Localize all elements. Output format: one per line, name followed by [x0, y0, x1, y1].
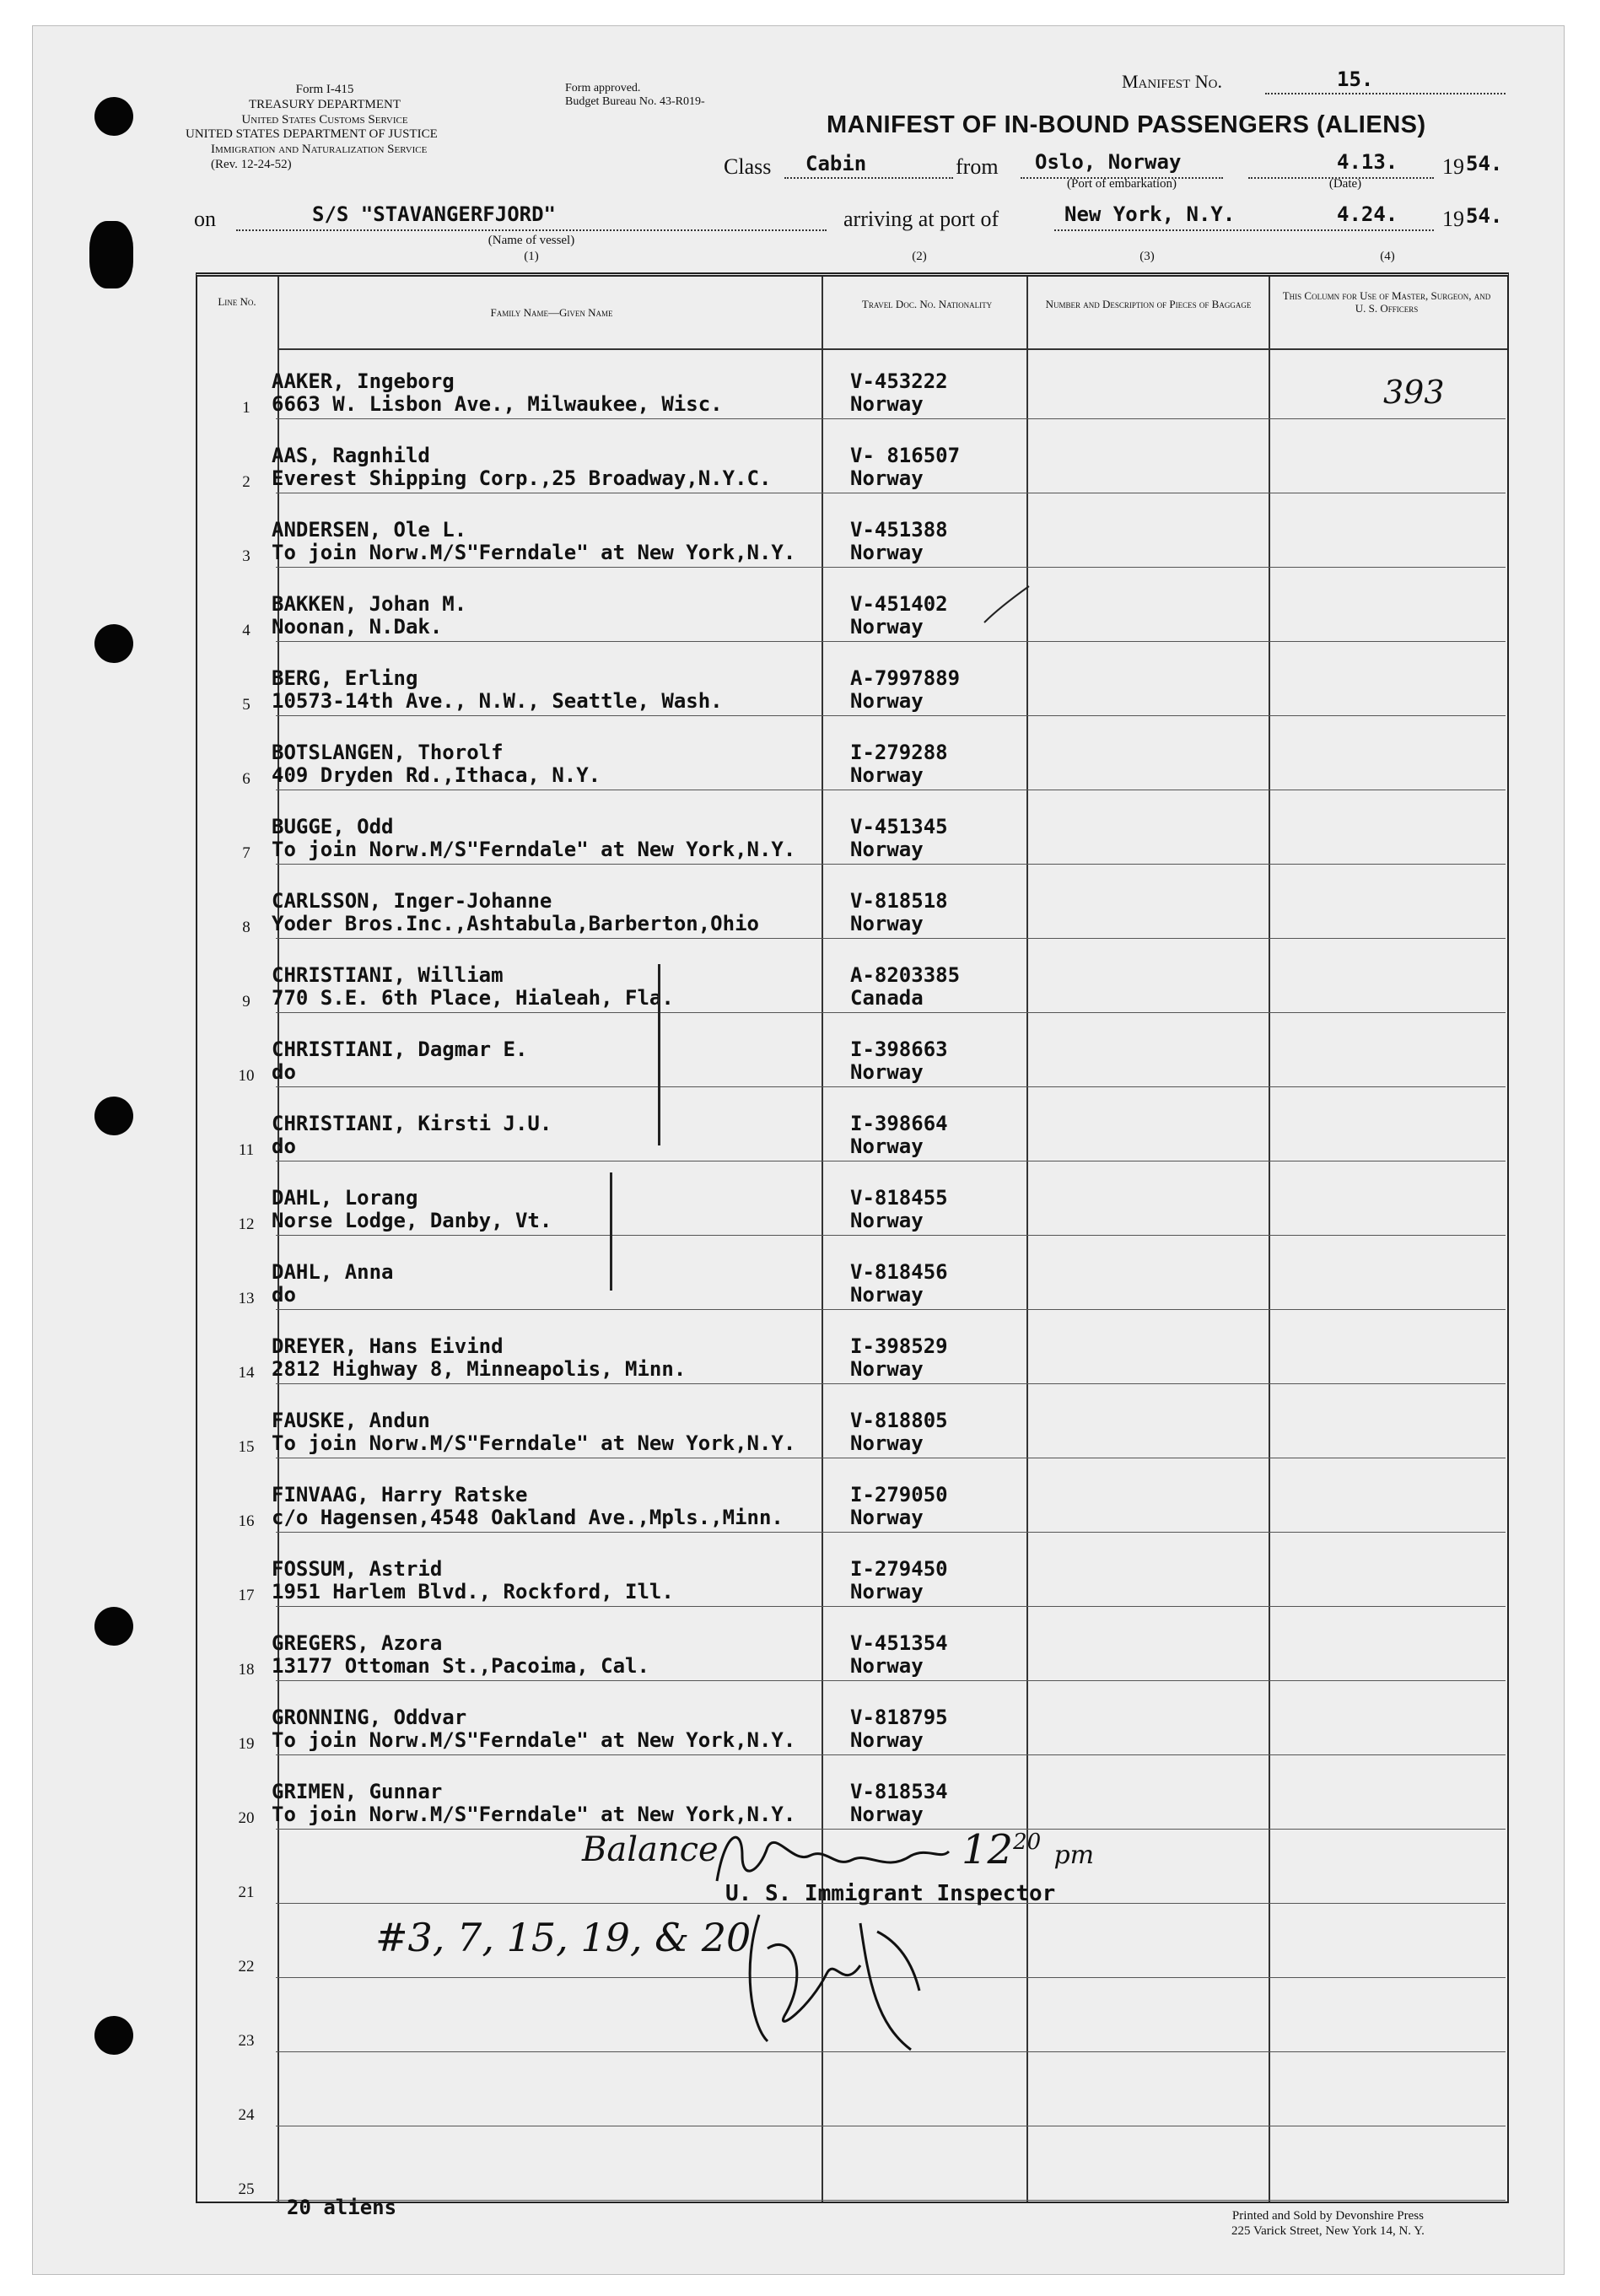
officer-note: 393 — [1383, 374, 1445, 411]
passenger-address: 409 Dryden Rd.,Ithaca, N.Y. — [272, 763, 601, 787]
port-embarkation-caption: (Port of embarkation) — [1067, 177, 1177, 191]
vessel-name: S/S "STAVANGERFJORD" — [312, 202, 556, 226]
passenger-name: BAKKEN, Johan M. — [272, 592, 467, 616]
line-number: 2 — [242, 473, 251, 491]
manifest-number-line — [1265, 93, 1506, 94]
line-number: 5 — [242, 696, 251, 714]
column-number-2: (2) — [912, 250, 927, 263]
passenger-name: BOTSLANGEN, Thorolf — [272, 741, 504, 764]
column-divider — [1269, 277, 1270, 2202]
travel-document-number: V-818456 — [850, 1260, 948, 1284]
header-line-no: Line No. — [218, 295, 256, 308]
nationality: Norway — [850, 763, 924, 787]
binder-hole — [94, 1607, 133, 1646]
nationality: Norway — [850, 1283, 924, 1307]
passenger-name: BERG, Erling — [272, 666, 418, 690]
nationality: Norway — [850, 912, 924, 935]
passenger-name: BUGGE, Odd — [272, 815, 394, 838]
line-number: 18 — [238, 1661, 255, 1679]
passenger-name: GRONNING, Oddvar — [272, 1706, 467, 1729]
check-mark — [983, 582, 1033, 624]
passenger-name: DAHL, Lorang — [272, 1186, 418, 1210]
line-number: 15 — [238, 1438, 255, 1456]
travel-document-number: I-398663 — [850, 1038, 948, 1061]
row-line — [276, 1383, 1506, 1384]
passenger-name: GREGERS, Azora — [272, 1631, 443, 1655]
arrival-port: New York, N.Y. — [1064, 202, 1236, 226]
row-line — [276, 641, 1506, 642]
header-officers: This Column for Use of Master, Surgeon, and U. S. Officers — [1282, 289, 1491, 315]
nationality: Norway — [850, 541, 924, 564]
travel-document-number: V-451388 — [850, 518, 948, 542]
row-line — [276, 1235, 1506, 1236]
passenger-name: CARLSSON, Inger-Johanne — [272, 889, 552, 913]
nationality: Norway — [850, 1060, 924, 1084]
passenger-address: To join Norw.M/S"Ferndale" at New York,N.Y. — [272, 1803, 796, 1826]
travel-document-number: V-818534 — [850, 1780, 948, 1803]
arrival-date: 4.24. — [1337, 202, 1398, 226]
passenger-name: FINVAAG, Harry Ratske — [272, 1483, 528, 1506]
line-number: 6 — [242, 770, 251, 788]
passenger-address: Norse Lodge, Danby, Vt. — [272, 1209, 552, 1232]
handwritten-time: $12^{20}$ pm — [962, 1826, 1095, 1873]
row-line — [276, 1606, 1506, 1607]
line-number: 19 — [238, 1735, 255, 1753]
passenger-address: To join Norw.M/S"Ferndale" at New York,N.Y. — [272, 838, 796, 861]
row-line — [276, 2200, 1506, 2201]
row-line — [276, 1754, 1506, 1755]
handwritten-balance: Balance — [582, 1830, 719, 1869]
travel-document-number: V-451402 — [850, 592, 948, 616]
passenger-name: DAHL, Anna — [272, 1260, 394, 1284]
passenger-name: GRIMEN, Gunnar — [272, 1780, 443, 1803]
line-number: 11 — [238, 1141, 255, 1159]
passenger-address: do — [272, 1283, 296, 1307]
column-divider — [277, 277, 279, 2202]
column-divider — [1026, 277, 1028, 2202]
passenger-name: CHRISTIANI, Kirsti J.U. — [272, 1112, 552, 1135]
passenger-address: 2812 Highway 8, Minneapolis, Minn. — [272, 1357, 687, 1381]
line-number: 17 — [238, 1587, 255, 1604]
line-number: 20 — [238, 1809, 255, 1827]
passenger-name: DREYER, Hans Eivind — [272, 1334, 504, 1358]
family-bracket — [658, 964, 660, 1145]
manifest-number-label: Manifest No. — [1122, 71, 1222, 92]
passenger-name: ANDERSEN, Ole L. — [272, 518, 467, 542]
manifest-number: 15. — [1337, 67, 1374, 91]
row-line — [276, 1680, 1506, 1681]
nationality: Norway — [850, 838, 924, 861]
travel-document-number: A-8203385 — [850, 963, 961, 987]
passenger-address: 10573-14th Ave., N.W., Seattle, Wash. — [272, 689, 723, 713]
passenger-name: FAUSKE, Andun — [272, 1409, 430, 1432]
form-department-block — [169, 82, 481, 127]
nationality: Norway — [850, 1803, 924, 1826]
passenger-address: 1951 Harlem Blvd., Rockford, Ill. — [272, 1580, 674, 1603]
inspector-title: U. S. Immigrant Inspector — [725, 1881, 1056, 1906]
arrival-line — [1054, 229, 1434, 231]
inspector-signature — [708, 1822, 953, 1889]
passenger-address: 13177 Ottoman St.,Pacoima, Cal. — [272, 1654, 649, 1678]
travel-document-number: I-279050 — [850, 1483, 948, 1506]
page-title: MANIFEST OF IN-BOUND PASSENGERS (ALIENS) — [827, 111, 1426, 138]
line-number: 14 — [238, 1364, 255, 1382]
nationality: Norway — [850, 615, 924, 639]
passenger-name: AAKER, Ingeborg — [272, 369, 455, 393]
line-number: 8 — [242, 919, 251, 936]
immigration-service: Immigration and Naturalization Service — [211, 143, 428, 156]
header-travel-doc: Travel Doc. No. Nationality — [861, 298, 993, 310]
passenger-address: Everest Shipping Corp.,25 Broadway,N.Y.C. — [272, 466, 772, 490]
line-number: 4 — [242, 622, 251, 639]
row-line — [276, 1012, 1506, 1013]
nationality: Norway — [850, 466, 924, 490]
line-number: 23 — [238, 2032, 255, 2050]
travel-document-number: I-398664 — [850, 1112, 948, 1135]
nationality: Norway — [850, 1654, 924, 1678]
travel-document-number: V- 816507 — [850, 444, 961, 467]
passenger-name: CHRISTIANI, Dagmar E. — [272, 1038, 528, 1061]
justice-department: UNITED STATES DEPARTMENT OF JUSTICE — [186, 127, 438, 141]
passenger-address: To join Norw.M/S"Ferndale" at New York,N.Y. — [272, 541, 796, 564]
binder-hole — [94, 97, 133, 136]
arrival-year: 54. — [1466, 204, 1503, 228]
binder-hole — [94, 1097, 133, 1135]
year-prefix-2: 19 — [1442, 207, 1464, 231]
line-number: 21 — [238, 1884, 255, 1901]
line-number: 16 — [238, 1512, 255, 1530]
row-line — [276, 418, 1506, 419]
column-number-4: (4) — [1380, 250, 1395, 263]
passenger-address: do — [272, 1060, 296, 1084]
line-number: 12 — [238, 1215, 255, 1233]
passenger-address: 6663 W. Lisbon Ave., Milwaukee, Wisc. — [272, 392, 723, 416]
customs-service: United States Customs Service — [241, 113, 408, 127]
row-line — [276, 715, 1506, 716]
vessel-line — [236, 229, 827, 231]
row-line — [276, 1086, 1506, 1087]
travel-document-number: I-398529 — [850, 1334, 948, 1358]
passenger-name: CHRISTIANI, William — [272, 963, 504, 987]
line-number: 13 — [238, 1290, 255, 1307]
binder-hole — [94, 2016, 133, 2055]
passenger-address: 770 S.E. 6th Place, Hialeah, Fla. — [272, 986, 674, 1010]
line-number: 7 — [242, 844, 251, 862]
travel-document-number: V-453222 — [850, 369, 948, 393]
form-approved-block — [565, 82, 784, 109]
on-label: on — [194, 207, 216, 231]
travel-document-number: V-818455 — [850, 1186, 948, 1210]
departure-date: 4.13. — [1337, 150, 1398, 174]
travel-document-number: V-818518 — [850, 889, 948, 913]
nationality: Norway — [850, 392, 924, 416]
line-number: 25 — [238, 2180, 255, 2198]
line-number: 9 — [242, 993, 251, 1011]
line-number: 1 — [242, 399, 251, 417]
passenger-address: To join Norw.M/S"Ferndale" at New York,N.Y. — [272, 1728, 796, 1752]
passenger-address: c/o Hagensen,4548 Oakland Ave.,Mpls.,Minn. — [272, 1506, 784, 1529]
passenger-name: AAS, Ragnhild — [272, 444, 430, 467]
class-value: Cabin — [805, 152, 867, 175]
revision-date: (Rev. 12-24-52) — [211, 158, 292, 171]
travel-document-number: I-279450 — [850, 1557, 948, 1581]
departure-year: 54. — [1466, 152, 1503, 175]
travel-document-number: A-7997889 — [850, 666, 961, 690]
handwritten-initials — [734, 1898, 928, 2058]
header-baggage: Number and Description of Pieces of Baggage — [1045, 298, 1252, 310]
passenger-name: FOSSUM, Astrid — [272, 1557, 443, 1581]
line-number: 22 — [238, 1958, 255, 1975]
form-number: Form I-415 — [295, 83, 354, 96]
arriving-label: arriving at port of — [843, 207, 999, 231]
passenger-address: To join Norw.M/S"Ferndale" at New York,N.Y. — [272, 1431, 796, 1455]
travel-document-number: I-279288 — [850, 741, 948, 764]
from-value: Oslo, Norway — [1035, 150, 1182, 174]
row-line — [276, 1309, 1506, 1310]
passenger-address: Yoder Bros.Inc.,Ashtabula,Barberton,Ohio — [272, 912, 759, 935]
justice-block — [186, 127, 565, 172]
column-number-1: (1) — [524, 250, 539, 263]
handwritten-line-reference: #3, 7, 15, 19, & 20 — [375, 1915, 752, 1960]
column-number-3: (3) — [1139, 250, 1155, 263]
line-number: 3 — [242, 547, 251, 565]
family-bracket — [610, 1172, 612, 1291]
form-approved: Form approved. — [565, 82, 641, 94]
travel-document-number: V-451354 — [850, 1631, 948, 1655]
date-caption: (Date) — [1328, 177, 1362, 191]
class-label: Class — [724, 154, 772, 179]
binder-hole — [94, 624, 133, 663]
nationality: Canada — [850, 986, 924, 1010]
nationality: Norway — [850, 1506, 924, 1529]
nationality: Norway — [850, 1357, 924, 1381]
travel-document-number: V-451345 — [850, 815, 948, 838]
line-number: 24 — [238, 2106, 255, 2124]
nationality: Norway — [850, 1728, 924, 1752]
passenger-address: do — [272, 1135, 296, 1158]
row-line — [276, 938, 1506, 939]
nationality: Norway — [850, 689, 924, 713]
line-number: 10 — [238, 1067, 255, 1085]
travel-document-number: V-818805 — [850, 1409, 948, 1432]
budget-bureau: Budget Bureau No. 43-R019- — [565, 95, 705, 108]
row-line — [276, 567, 1506, 568]
nationality: Norway — [850, 1209, 924, 1232]
nationality: Norway — [850, 1431, 924, 1455]
nationality: Norway — [850, 1135, 924, 1158]
row-line — [276, 1532, 1506, 1533]
vessel-caption: (Name of vessel) — [488, 234, 575, 247]
nationality: Norway — [850, 1580, 924, 1603]
row-line — [276, 864, 1506, 865]
printer-credit: Printed and Sold by Devonshire Press 225 Varick Street, New York 14, N. Y. — [1231, 2209, 1425, 2238]
binder-hole — [89, 221, 133, 288]
header-separator — [277, 348, 1507, 350]
year-prefix-1: 19 — [1442, 154, 1464, 179]
class-line — [784, 177, 953, 179]
treasury-department: TREASURY DEPARTMENT — [248, 98, 401, 111]
travel-document-number: V-818795 — [850, 1706, 948, 1729]
header-family-name: Family Name—Given Name — [490, 306, 613, 319]
from-label: from — [956, 154, 999, 179]
alien-count: 20 aliens — [287, 2196, 397, 2219]
passenger-address: Noonan, N.Dak. — [272, 615, 443, 639]
